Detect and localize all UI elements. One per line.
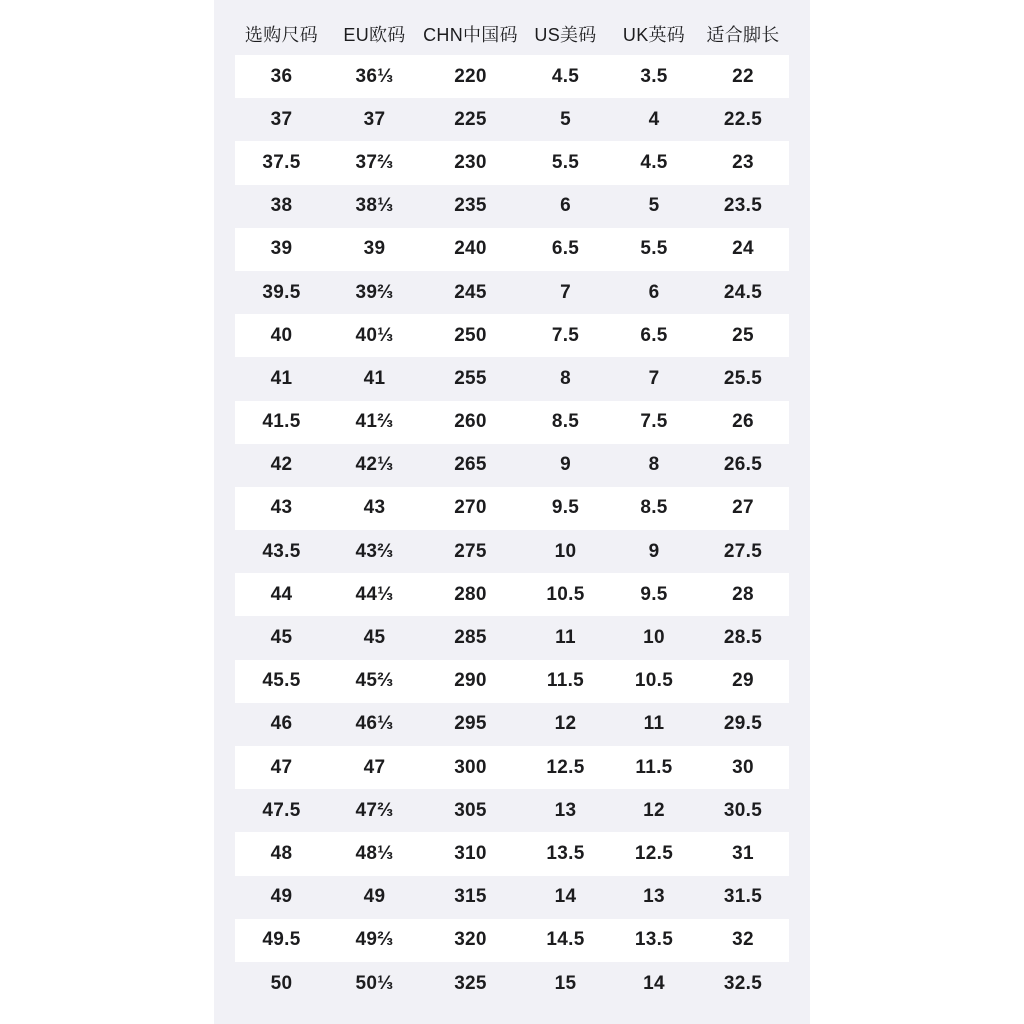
size-cell: 46⅓ [355,713,394,735]
size-cell: 12 [554,713,577,735]
table-row [235,919,789,962]
size-cell: 12 [643,799,665,821]
table-row [235,703,789,746]
size-cell: 10 [643,627,665,649]
size-cell: 290 [454,670,487,692]
size-cell: 39.5 [262,281,301,303]
size-cell: 49.5 [262,929,301,951]
size-cell: 11 [643,713,665,735]
size-cell: 4 [648,108,660,130]
size-cell: 41 [363,367,386,389]
table-row [235,185,789,228]
table-row [235,789,789,832]
size-cell: 8.5 [551,411,580,433]
size-cell: 28.5 [723,627,763,649]
size-cell: 41⅔ [355,411,394,433]
size-cell: 300 [454,756,487,778]
header-row [235,12,789,55]
size-cell: 275 [454,540,487,562]
column-header: UK英码 [622,24,686,45]
size-cell: 270 [454,497,487,519]
size-cell: 47⅔ [355,799,394,821]
table-row [235,573,789,616]
size-cell: 13.5 [634,929,674,951]
size-cell: 305 [454,799,487,821]
size-cell: 24 [732,238,754,260]
size-cell: 225 [454,108,487,130]
size-cell: 31.5 [723,886,763,908]
table-row [235,98,789,141]
size-cell: 37 [363,108,386,130]
size-cell: 5.5 [640,238,668,260]
table-header [235,12,789,55]
table-row [235,357,789,400]
size-cell: 31 [732,842,754,864]
size-cell: 235 [454,195,487,217]
size-cell: 310 [454,842,487,864]
size-cell: 49 [270,886,293,908]
size-cell: 295 [454,713,487,735]
size-cell: 50 [270,972,293,994]
size-cell: 47.5 [262,799,301,821]
size-cell: 22 [732,65,754,87]
size-cell: 45 [270,627,293,649]
size-cell: 280 [454,583,487,605]
size-cell: 7 [648,367,660,389]
table-row [235,876,789,919]
size-cell: 4.5 [551,65,580,87]
size-cell: 40 [270,324,293,346]
size-cell: 48⅓ [355,842,394,864]
table-row [235,746,789,789]
size-cell: 46 [270,713,293,735]
size-cell: 245 [454,281,487,303]
size-cell: 10.5 [634,670,674,692]
size-cell: 8 [648,454,660,476]
size-cell: 325 [454,972,487,994]
size-cell: 39⅔ [355,281,394,303]
table-row [235,314,789,357]
size-cell: 47 [363,756,386,778]
size-cell: 15 [554,972,577,994]
size-cell: 26.5 [723,454,763,476]
size-cell: 43.5 [262,540,301,562]
size-cell: 36⅓ [355,65,394,87]
table-row [235,401,789,444]
size-cell: 30.5 [723,799,763,821]
size-cell: 44 [270,583,293,605]
size-cell: 39 [363,238,386,260]
size-cell: 44⅓ [355,583,394,605]
size-cell: 9.5 [640,583,668,605]
size-cell: 6 [648,281,660,303]
size-cell: 5 [560,108,571,130]
size-cell: 285 [454,627,487,649]
size-cell: 32 [732,929,754,951]
size-cell: 28 [732,583,754,605]
size-cell: 42⅓ [355,454,394,476]
column-header: CHN中国码 [423,24,518,45]
table-body [235,55,789,1005]
size-cell: 27 [732,497,754,519]
table-row [235,228,789,271]
table-row [235,660,789,703]
size-cell: 9 [648,540,660,562]
size-cell: 24.5 [723,281,763,303]
size-cell: 45⅔ [355,670,394,692]
size-cell: 37.5 [262,151,301,173]
size-cell: 29.5 [723,713,763,735]
size-cell: 6.5 [551,238,580,260]
size-cell: 320 [454,929,487,951]
size-cell: 11.5 [635,756,673,778]
size-cell: 26 [732,411,754,433]
size-cell: 11.5 [546,670,585,692]
size-cell: 6 [560,195,571,217]
size-cell: 7.5 [551,324,580,346]
size-cell: 38 [270,195,293,217]
size-cell: 5.5 [551,151,580,173]
size-cell: 37⅔ [355,151,394,173]
size-cell: 43 [363,497,386,519]
size-cell: 6.5 [640,324,668,346]
size-cell: 41.5 [262,411,301,433]
column-header: EU欧码 [343,24,406,45]
size-cell: 12.5 [546,756,585,778]
size-cell: 43 [270,497,293,519]
size-cell: 48 [270,842,293,864]
size-cell: 14 [643,972,665,994]
size-cell: 10.5 [546,583,585,605]
size-cell: 22.5 [723,108,763,130]
size-cell: 250 [454,324,487,346]
size-cell: 40⅓ [355,324,394,346]
size-cell: 8.5 [640,497,668,519]
size-cell: 230 [454,151,487,173]
size-cell: 220 [454,65,487,87]
size-cell: 3.5 [640,65,668,87]
size-cell: 23 [732,151,754,173]
size-cell: 23.5 [723,195,763,217]
size-cell: 30 [732,756,754,778]
size-cell: 42 [270,454,293,476]
size-cell: 13 [643,886,665,908]
size-cell: 240 [454,238,487,260]
size-cell: 41 [270,367,293,389]
size-cell: 43⅔ [355,540,394,562]
size-cell: 4.5 [640,151,668,173]
size-cell: 39 [270,238,293,260]
size-cell: 255 [454,367,487,389]
size-cell: 37 [270,108,293,130]
column-header: 适合脚长 [706,24,780,45]
column-header: US美码 [534,24,597,45]
size-cell: 7.5 [640,411,668,433]
size-cell: 9 [560,454,571,476]
size-cell: 45 [363,627,386,649]
size-cell: 5 [648,195,660,217]
size-cell: 11 [555,627,576,649]
size-cell: 265 [454,454,487,476]
size-cell: 14.5 [546,929,585,951]
column-header: 选购尺码 [244,24,319,45]
size-cell: 10 [554,540,577,562]
size-cell: 32.5 [723,972,763,994]
size-cell: 47 [270,756,293,778]
size-cell: 38⅓ [355,195,394,217]
table-row [235,616,789,659]
table-row [235,487,789,530]
size-cell: 9.5 [551,497,580,519]
size-cell: 49 [363,886,386,908]
table-row [235,530,789,573]
table-row [235,444,789,487]
size-cell: 45.5 [262,670,301,692]
size-cell: 12.5 [634,842,674,864]
size-cell: 25.5 [723,367,763,389]
size-cell: 25 [732,324,754,346]
size-cell: 14 [554,886,577,908]
size-cell: 7 [560,281,571,303]
size-cell: 29 [732,670,754,692]
size-cell: 13 [554,799,577,821]
size-chart-table [235,12,789,1005]
size-cell: 13.5 [546,842,585,864]
table-row [235,55,789,98]
size-cell: 36 [270,65,293,87]
table-row [235,271,789,314]
size-cell: 27.5 [723,540,763,562]
size-cell: 50⅓ [355,972,394,994]
size-cell: 8 [560,367,571,389]
table-row [235,962,789,1005]
size-cell: 260 [454,411,487,433]
table-row [235,141,789,184]
size-cell: 315 [454,886,487,908]
size-cell: 49⅔ [355,929,394,951]
size-chart-panel [214,0,810,1024]
table-row [235,832,789,875]
